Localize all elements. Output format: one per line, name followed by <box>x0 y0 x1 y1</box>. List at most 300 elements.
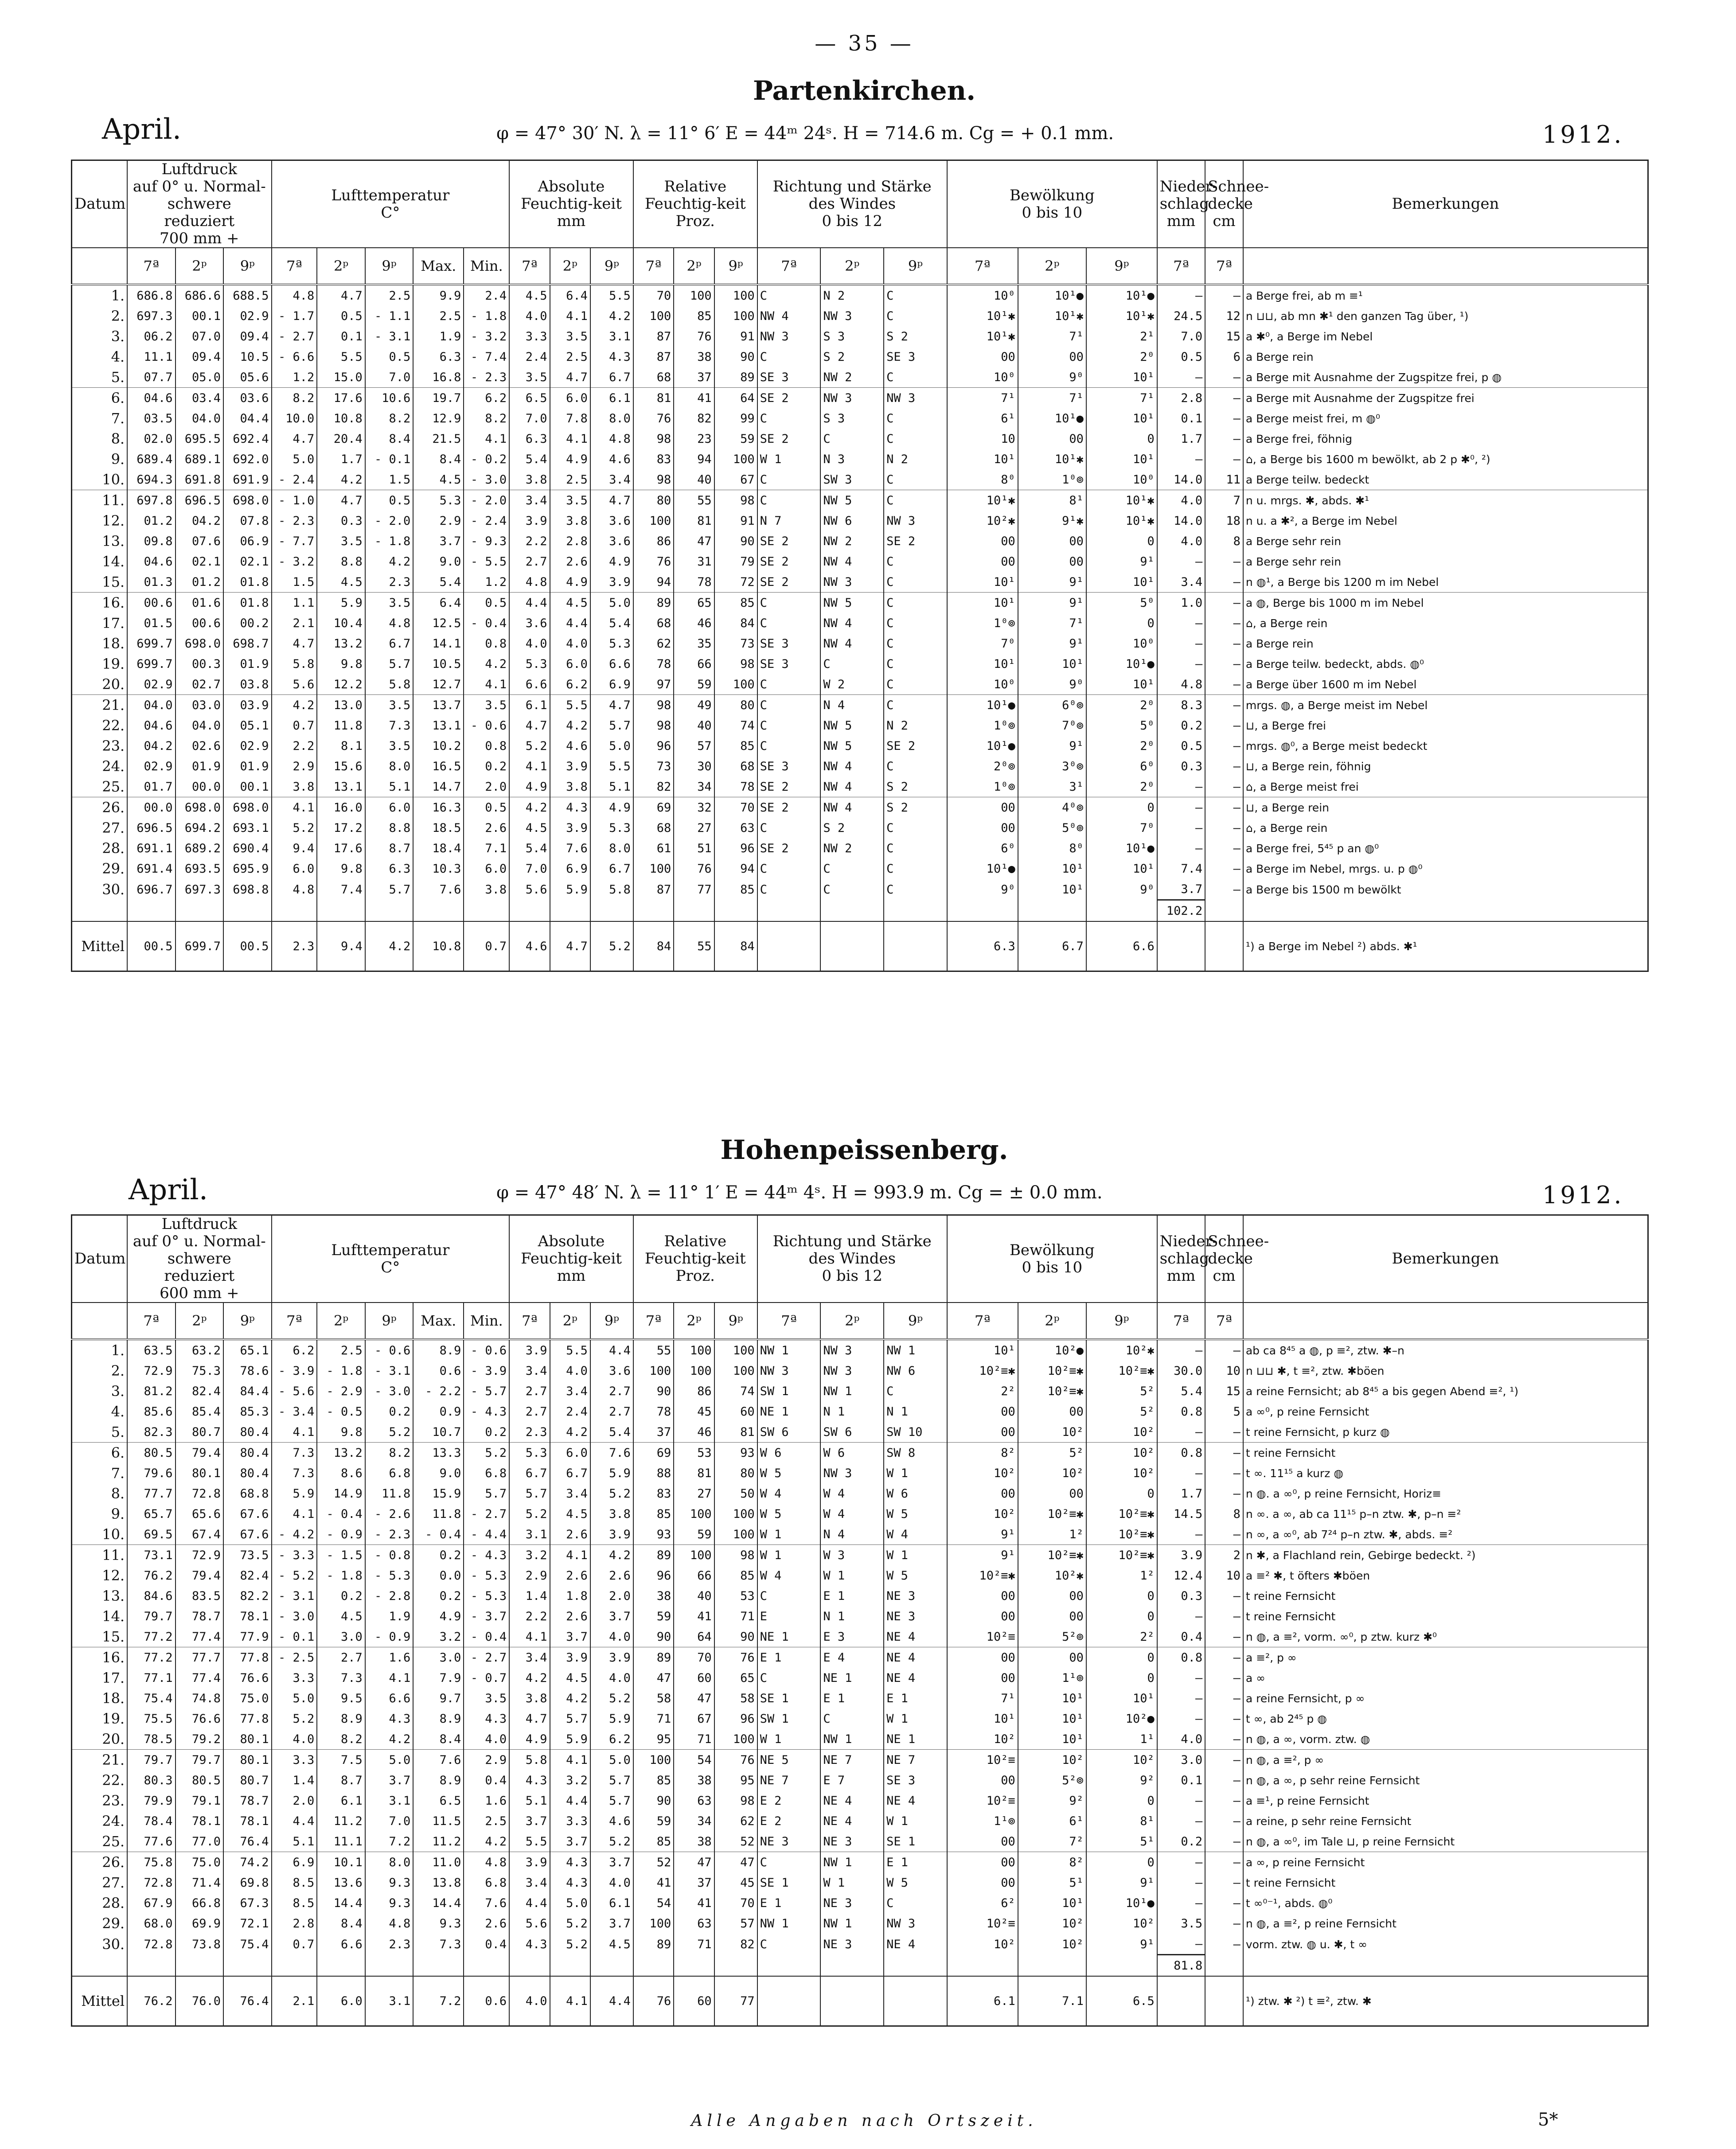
cell-p7: 78.5 <box>127 1729 175 1750</box>
subheader-tmax: Max. <box>413 248 464 285</box>
cell-tmax: 0.6 <box>413 1361 464 1381</box>
cell-remarks: t reine Fernsicht <box>1243 1872 1648 1893</box>
cell-w2: NW 3 <box>820 1463 884 1483</box>
cell-t7: 3.3 <box>272 1750 317 1771</box>
cell-c7: 10¹✱ <box>947 306 1018 326</box>
cell-w2: NW 3 <box>820 306 884 326</box>
cell-w9: C <box>884 408 947 429</box>
cell-w9: C <box>884 551 947 572</box>
cell-r7: 87 <box>633 879 674 900</box>
cell-precip: – <box>1157 285 1205 306</box>
mean-t2: 6.0 <box>317 1976 365 2026</box>
cell-a9: 5.7 <box>590 1770 633 1790</box>
cell-snow: – <box>1205 695 1243 716</box>
cell-tmin: - 0.6 <box>464 1339 509 1361</box>
cell-tmin: - 0.4 <box>464 613 509 633</box>
cell-p2: 72.9 <box>176 1545 223 1566</box>
cell-datum: 7. <box>72 1463 128 1483</box>
cell-a7: 4.4 <box>509 593 550 613</box>
cell-r7: 59 <box>633 1811 674 1831</box>
cell-t2: 4.5 <box>317 1606 365 1626</box>
cell-empty <box>176 900 223 922</box>
cell-snow: – <box>1205 1463 1243 1483</box>
mean-snow <box>1205 1976 1243 2026</box>
cell-datum: 14. <box>72 551 128 572</box>
cell-c2: 1¹⊚ <box>1018 1668 1086 1688</box>
table-row <box>72 879 1648 900</box>
cell-remarks: a Berge frei, 5⁴⁵ p an ◍⁰ <box>1243 838 1648 858</box>
cell-tmax: 2.9 <box>413 511 464 531</box>
cell-w9: N 2 <box>884 715 947 736</box>
cell-tmin: - 5.5 <box>464 551 509 572</box>
cell-c9: 0 <box>1086 531 1157 551</box>
mean-p9: 76.4 <box>223 1976 271 2026</box>
cell-empty <box>590 1955 633 1977</box>
cell-p7: 75.4 <box>127 1688 175 1708</box>
cell-p9: 77.8 <box>223 1647 271 1668</box>
cell-w7: SE 2 <box>757 797 821 818</box>
cell-c2: 7¹ <box>1018 613 1086 633</box>
cell-r2: 37 <box>674 1872 714 1893</box>
cell-p2: 77.4 <box>176 1626 223 1647</box>
table-row <box>72 593 1648 613</box>
cell-a2: 3.8 <box>550 511 590 531</box>
cell-p9: 67.3 <box>223 1893 271 1913</box>
cell-c7: 00 <box>947 1483 1018 1504</box>
cell-datum: 11. <box>72 1545 128 1566</box>
cell-precip: – <box>1157 1463 1205 1483</box>
cell-tmin: 2.6 <box>464 1913 509 1934</box>
table-row <box>72 1647 1648 1668</box>
cell-r2: 30 <box>674 756 714 776</box>
cell-empty <box>317 1955 365 1977</box>
cell-t2: 11.2 <box>317 1811 365 1831</box>
cell-r9: 85 <box>714 736 757 756</box>
cell-r9: 90 <box>714 347 757 367</box>
cell-empty <box>272 1955 317 1977</box>
cell-c7: 6¹ <box>947 408 1018 429</box>
cell-snow: – <box>1205 1422 1243 1443</box>
cell-r7: 55 <box>633 1339 674 1361</box>
cell-p2: 73.8 <box>176 1934 223 1955</box>
cell-c7: 00 <box>947 1401 1018 1422</box>
cell-r2: 57 <box>674 736 714 756</box>
cell-tmin: - 4.3 <box>464 1545 509 1566</box>
cell-p7: 69.5 <box>127 1524 175 1545</box>
cell-p9: 00.2 <box>223 613 271 633</box>
cell-empty <box>464 1955 509 1977</box>
cell-t9: 9.3 <box>365 1872 413 1893</box>
cell-empty <box>947 1955 1018 1977</box>
cell-t2: 8.7 <box>317 1770 365 1790</box>
cell-tmax: 7.6 <box>413 1750 464 1771</box>
cell-p2: 79.7 <box>176 1750 223 1771</box>
cell-tmin: 5.2 <box>464 1443 509 1463</box>
cell-a2: 4.3 <box>550 1852 590 1873</box>
cell-a2: 4.0 <box>550 1361 590 1381</box>
cell-empty <box>176 1955 223 1977</box>
cell-c9: 9⁰ <box>1086 879 1157 900</box>
cell-w2: NW 4 <box>820 756 884 776</box>
table-row <box>72 1790 1648 1811</box>
cell-r9: 73 <box>714 633 757 654</box>
cell-c2: 10² <box>1018 1422 1086 1443</box>
cell-w2: S 3 <box>820 408 884 429</box>
cell-w7: E 1 <box>757 1647 821 1668</box>
cell-tmin: 0.8 <box>464 633 509 654</box>
cell-w2: C <box>820 879 884 900</box>
cell-w7: NE 3 <box>757 1831 821 1852</box>
cell-r2: 81 <box>674 511 714 531</box>
coords-line-2: φ = 47° 48′ N. λ = 11° 1′ E = 44ᵐ 4ˢ. H = 993.9 m. Cg = ± 0.0 mm. <box>496 1182 1103 1203</box>
cell-p2: 691.8 <box>176 469 223 490</box>
cell-datum: 25. <box>72 776 128 797</box>
cell-t9: 2.5 <box>365 285 413 306</box>
cell-empty <box>272 900 317 922</box>
cell-precip: – <box>1157 776 1205 797</box>
cell-p2: 63.2 <box>176 1339 223 1361</box>
cell-p7: 79.6 <box>127 1463 175 1483</box>
cell-c7: 10²≡ <box>947 1913 1018 1934</box>
cell-snow: – <box>1205 838 1243 858</box>
cell-r9: 76 <box>714 1750 757 1771</box>
cell-snow: 7 <box>1205 490 1243 511</box>
cell-tmin: - 5.3 <box>464 1565 509 1586</box>
cell-a7: 4.2 <box>509 797 550 818</box>
cell-precip: 7.0 <box>1157 326 1205 347</box>
cell-p9: 75.0 <box>223 1688 271 1708</box>
cell-a9: 5.1 <box>590 776 633 797</box>
table-row <box>72 1831 1648 1852</box>
cell-p7: 77.2 <box>127 1626 175 1647</box>
cell-empty <box>127 1955 175 1977</box>
cell-a9: 3.7 <box>590 1606 633 1626</box>
cell-tmax: 9.9 <box>413 285 464 306</box>
subheader-p9: 9ᵖ <box>223 1303 271 1339</box>
cell-tmax: 11.8 <box>413 1504 464 1524</box>
cell-a2: 2.6 <box>550 551 590 572</box>
cell-a2: 4.1 <box>550 429 590 449</box>
cell-t9: 7.2 <box>365 1831 413 1852</box>
cell-t7: 2.2 <box>272 736 317 756</box>
cell-snow: 8 <box>1205 531 1243 551</box>
cell-remarks: a Berge meist frei, m ◍⁰ <box>1243 408 1648 429</box>
cell-r9: 57 <box>714 1913 757 1934</box>
cell-c2: 5¹ <box>1018 1872 1086 1893</box>
cell-t7: 7.3 <box>272 1463 317 1483</box>
cell-p2: 04.0 <box>176 715 223 736</box>
relative-humidity-header: Relative Feuchtig-keit Proz. <box>633 160 757 248</box>
cell-p7: 06.2 <box>127 326 175 347</box>
cell-tmax: 0.0 <box>413 1565 464 1586</box>
cell-c2: 10¹● <box>1018 285 1086 306</box>
cell-r2: 47 <box>674 531 714 551</box>
cell-a7: 5.4 <box>509 449 550 469</box>
station-title-partenkirchen: Partenkirchen. <box>753 75 976 106</box>
cell-r2: 47 <box>674 1688 714 1708</box>
cell-precip: 30.0 <box>1157 1361 1205 1381</box>
cell-t9: 5.7 <box>365 879 413 900</box>
cell-tmin: - 9.3 <box>464 531 509 551</box>
mean-precip <box>1157 921 1205 971</box>
cell-empty <box>757 1955 821 1977</box>
cell-p2: 03.4 <box>176 388 223 409</box>
cell-p9: 10.5 <box>223 347 271 367</box>
cell-a9: 5.3 <box>590 818 633 838</box>
cell-c2: 7² <box>1018 1831 1086 1852</box>
cell-w9: SE 3 <box>884 347 947 367</box>
cell-a7: 4.2 <box>509 1668 550 1688</box>
cell-datum: 5. <box>72 1422 128 1443</box>
table-row <box>72 1422 1648 1443</box>
cell-t2: 8.6 <box>317 1463 365 1483</box>
cell-p2: 83.5 <box>176 1586 223 1606</box>
cell-precip: 0.1 <box>1157 1770 1205 1790</box>
cell-t2: 2.7 <box>317 1647 365 1668</box>
cell-snow: – <box>1205 1770 1243 1790</box>
cell-a2: 4.2 <box>550 715 590 736</box>
cell-w2: NW 5 <box>820 736 884 756</box>
cell-snow: – <box>1205 879 1243 900</box>
subheader-p7: 7ª <box>127 1303 175 1339</box>
cell-a9: 6.2 <box>590 1729 633 1750</box>
cell-c7: 10¹ <box>947 572 1018 593</box>
table-row <box>72 1708 1648 1729</box>
cell-c2: 9¹✱ <box>1018 511 1086 531</box>
cell-w7: W 6 <box>757 1443 821 1463</box>
cell-precip: 4.0 <box>1157 531 1205 551</box>
cell-t9: - 5.3 <box>365 1565 413 1586</box>
cell-c7: 10 <box>947 429 1018 449</box>
cell-t2: 11.1 <box>317 1831 365 1852</box>
cell-p9: 74.2 <box>223 1852 271 1873</box>
cell-snow: – <box>1205 797 1243 818</box>
cell-empty <box>1243 900 1648 922</box>
cell-w9: C <box>884 593 947 613</box>
cell-p7: 01.3 <box>127 572 175 593</box>
cell-c7: 10² <box>947 1463 1018 1483</box>
cell-a2: 4.9 <box>550 572 590 593</box>
cell-snow: – <box>1205 1483 1243 1504</box>
cell-w9: C <box>884 858 947 879</box>
cell-c9: 10²≡✱ <box>1086 1545 1157 1566</box>
table-row <box>72 1565 1648 1586</box>
mean-w9 <box>884 1976 947 2026</box>
precip-total-row <box>72 1955 1648 1977</box>
cell-p9: 695.9 <box>223 858 271 879</box>
cell-a7: 3.9 <box>509 1852 550 1873</box>
subheader-datum <box>72 248 128 285</box>
month-label-1: April. <box>102 113 182 146</box>
cell-p7: 79.9 <box>127 1790 175 1811</box>
cell-c9: 7⁰ <box>1086 818 1157 838</box>
cell-c2: 10¹ <box>1018 858 1086 879</box>
cell-precip: 0.5 <box>1157 347 1205 367</box>
cell-r9: 63 <box>714 818 757 838</box>
cell-t7: - 5.2 <box>272 1565 317 1586</box>
cell-a7: 5.3 <box>509 654 550 674</box>
cell-w7: C <box>757 347 821 367</box>
cell-snow: 15 <box>1205 1381 1243 1401</box>
table-row <box>72 736 1648 756</box>
cell-c7: 1¹⊚ <box>947 1811 1018 1831</box>
cell-datum: 27. <box>72 818 128 838</box>
cell-remarks: a ◍, Berge bis 1000 m im Nebel <box>1243 593 1648 613</box>
cell-c2: 10²≡✱ <box>1018 1381 1086 1401</box>
cell-t9: - 0.6 <box>365 1339 413 1361</box>
cell-c9: 0 <box>1086 429 1157 449</box>
cell-r9: 100 <box>714 1339 757 1361</box>
cell-r7: 83 <box>633 449 674 469</box>
cell-c9: 10¹✱ <box>1086 490 1157 511</box>
table-row <box>72 1729 1648 1750</box>
cell-tmax: 0.2 <box>413 1545 464 1566</box>
cell-p2: 00.3 <box>176 654 223 674</box>
cell-datum: 24. <box>72 1811 128 1831</box>
cell-t7: 2.9 <box>272 756 317 776</box>
cell-c7: 1⁰⊚ <box>947 776 1018 797</box>
cell-tmin: 0.4 <box>464 1770 509 1790</box>
cell-r2: 86 <box>674 1381 714 1401</box>
cell-c9: 10⁰ <box>1086 633 1157 654</box>
cell-p7: 80.5 <box>127 1443 175 1463</box>
cell-a7: 2.7 <box>509 1401 550 1422</box>
cell-c9: 9¹ <box>1086 1872 1157 1893</box>
cell-r9: 98 <box>714 654 757 674</box>
cell-tmax: 10.5 <box>413 654 464 674</box>
cell-w2: NW 3 <box>820 388 884 409</box>
cell-t7: 6.2 <box>272 1339 317 1361</box>
cell-t9: 8.0 <box>365 1852 413 1873</box>
cell-p2: 01.9 <box>176 756 223 776</box>
cell-w9: NE 4 <box>884 1647 947 1668</box>
table-row <box>72 1688 1648 1708</box>
cell-tmax: 8.9 <box>413 1708 464 1729</box>
cell-t2: 8.8 <box>317 551 365 572</box>
cell-snow: – <box>1205 285 1243 306</box>
cell-p7: 01.2 <box>127 511 175 531</box>
table-row <box>72 1852 1648 1873</box>
cell-snow: – <box>1205 1934 1243 1955</box>
cell-r2: 54 <box>674 1750 714 1771</box>
cell-p2: 77.7 <box>176 1647 223 1668</box>
cell-t7: 5.2 <box>272 818 317 838</box>
cell-remarks: mrgs. ◍, a Berge meist im Nebel <box>1243 695 1648 716</box>
cell-a2: 4.2 <box>550 1688 590 1708</box>
absolute-humidity-header: Absolute Feuchtig-keit mm <box>509 1215 633 1303</box>
cell-t7: 3.8 <box>272 776 317 797</box>
subheader-r2: 2ᵖ <box>674 1303 714 1339</box>
cell-c7: 10¹✱ <box>947 490 1018 511</box>
cell-remarks: ⌂, a Berge rein <box>1243 613 1648 633</box>
cell-datum: 27. <box>72 1872 128 1893</box>
wind-header: Richtung und Stärke des Windes 0 bis 12 <box>757 160 947 248</box>
cell-precip: – <box>1157 818 1205 838</box>
cell-r9: 80 <box>714 1463 757 1483</box>
cell-a9: 8.0 <box>590 408 633 429</box>
cell-a2: 2.6 <box>550 1606 590 1626</box>
cell-p2: 85.4 <box>176 1401 223 1422</box>
subheader-p2: 2ᵖ <box>176 248 223 285</box>
cell-datum: 28. <box>72 1893 128 1913</box>
cell-tmin: - 3.0 <box>464 469 509 490</box>
cell-w9: C <box>884 654 947 674</box>
precip-header: Nieder-schlag mm <box>1157 160 1205 248</box>
cell-t9: 2.3 <box>365 572 413 593</box>
cell-p7: 02.9 <box>127 756 175 776</box>
cell-r2: 100 <box>674 285 714 306</box>
cell-tmax: 8.9 <box>413 1339 464 1361</box>
cell-tmin: 3.5 <box>464 1688 509 1708</box>
cell-c2: 7¹ <box>1018 388 1086 409</box>
cell-w9: NE 1 <box>884 1729 947 1750</box>
cell-t9: 1.5 <box>365 469 413 490</box>
cell-datum: 4. <box>72 1401 128 1422</box>
cell-snow: 15 <box>1205 326 1243 347</box>
cell-w9: C <box>884 1893 947 1913</box>
cell-datum: 11. <box>72 490 128 511</box>
cell-snow: – <box>1205 408 1243 429</box>
cell-t7: - 3.9 <box>272 1361 317 1381</box>
cell-r2: 59 <box>674 674 714 695</box>
mean-datum: Mittel <box>72 1976 128 2026</box>
cell-r2: 32 <box>674 797 714 818</box>
cell-w7: C <box>757 736 821 756</box>
table-row <box>72 1381 1648 1401</box>
cell-snow: – <box>1205 736 1243 756</box>
table-row <box>72 1339 1648 1361</box>
cell-w9: C <box>884 490 947 511</box>
mean-p7: 76.2 <box>127 1976 175 2026</box>
cell-w2: NW 1 <box>820 1852 884 1873</box>
mean-t7: 2.3 <box>272 921 317 971</box>
cell-a7: 4.3 <box>509 1934 550 1955</box>
subheader-tmax: Max. <box>413 1303 464 1339</box>
cell-c2: 9⁰ <box>1018 674 1086 695</box>
cell-t2: 8.1 <box>317 736 365 756</box>
cell-precip: – <box>1157 1893 1205 1913</box>
cell-a7: 4.7 <box>509 1708 550 1729</box>
cell-a7: 3.5 <box>509 367 550 388</box>
cell-r7: 98 <box>633 429 674 449</box>
cell-r7: 41 <box>633 1872 674 1893</box>
datum-header: Datum <box>72 160 128 248</box>
cell-p2: 75.3 <box>176 1361 223 1381</box>
cell-a2: 4.3 <box>550 797 590 818</box>
cell-remarks: a reine Fernsicht; ab 8⁴⁵ a bis gegen Abend ≡², ¹) <box>1243 1381 1648 1401</box>
cell-p2: 77.0 <box>176 1831 223 1852</box>
cell-c2: 00 <box>1018 1401 1086 1422</box>
cell-w7: SE 1 <box>757 1688 821 1708</box>
cell-r2: 51 <box>674 838 714 858</box>
temperature-header: Lufttemperatur C° <box>272 1215 510 1303</box>
mean-p2: 76.0 <box>176 1976 223 2026</box>
cell-remarks: t reine Fernsicht <box>1243 1443 1648 1463</box>
cell-w7: C <box>757 469 821 490</box>
cell-a7: 3.4 <box>509 490 550 511</box>
cell-c7: 00 <box>947 1606 1018 1626</box>
cell-c7: 10¹● <box>947 858 1018 879</box>
cell-tmax: - 0.4 <box>413 1524 464 1545</box>
subheader-c7: 7ª <box>947 1303 1018 1339</box>
mean-c2: 7.1 <box>1018 1976 1086 2026</box>
cell-datum: 3. <box>72 326 128 347</box>
cell-c9: 10¹● <box>1086 285 1157 306</box>
cell-r7: 85 <box>633 1770 674 1790</box>
cell-a9: 2.7 <box>590 1401 633 1422</box>
remarks-header: Bemerkungen <box>1243 1215 1648 1303</box>
cell-precip: – <box>1157 449 1205 469</box>
